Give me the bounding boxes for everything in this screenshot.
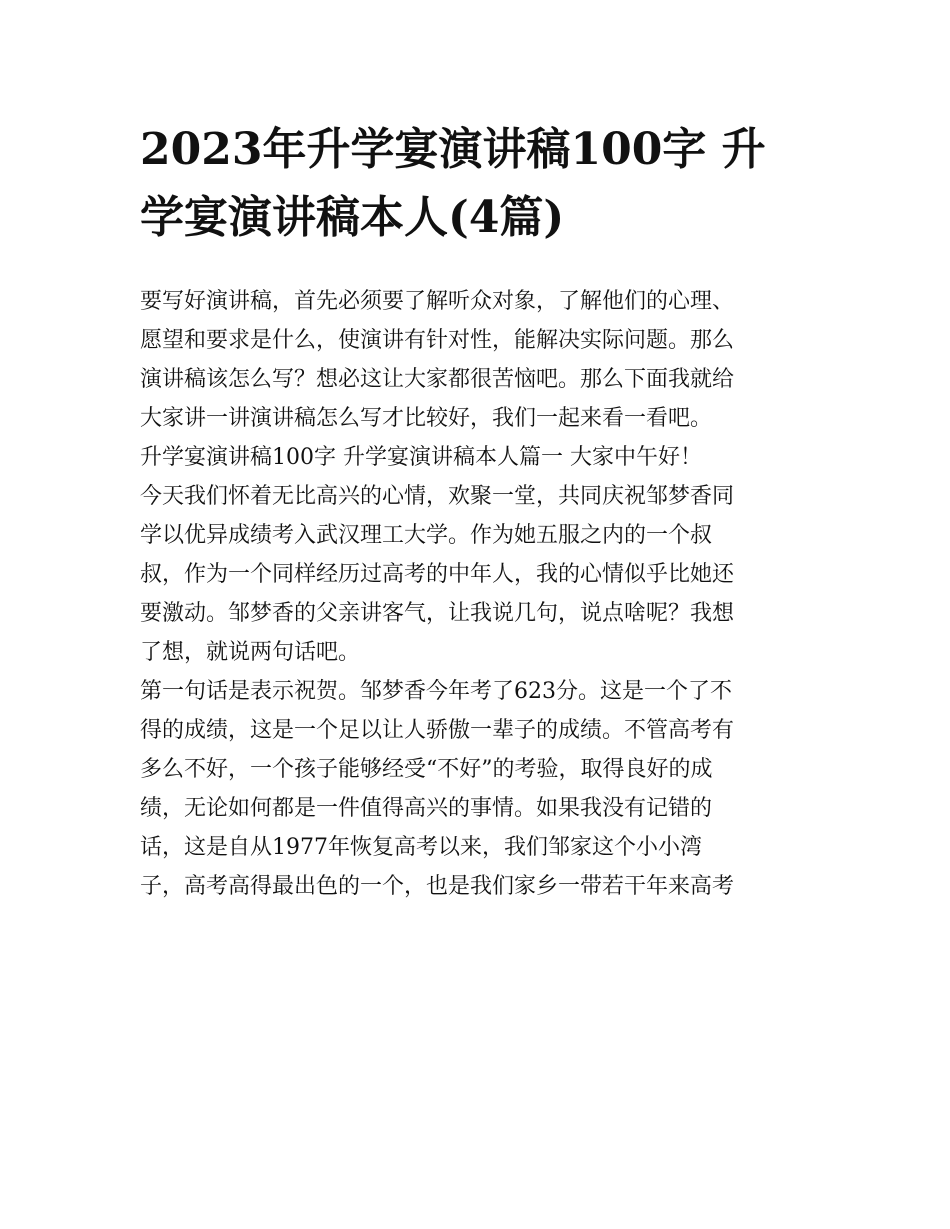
body-line: 要激动。邹梦香的父亲讲客气，让我说几句，说点啥呢？我想 [140,601,735,626]
body-line: 叔，作为一个同样经历过高考的中年人，我的心情似乎比她还 [140,562,735,587]
body-line: 了想，就说两句话吧。 [140,640,361,665]
body-line: 子，高考高得最出色的一个，也是我们家乡一带若干年来高考 [140,874,735,899]
body-line: 今天我们怀着无比高兴的心情，欢聚一堂，共同庆祝邹梦香同 [140,484,735,509]
body-line: 第一句话是表示祝贺。邹梦香今年考了623分。这是一个了不 [140,679,732,704]
title-line: 2023年升学宴演讲稿100字 升 [140,124,766,175]
body-line: 学以优异成绩考入武汉理工大学。作为她五服之内的一个叔 [140,523,713,548]
body-line: 得的成绩，这是一个足以让人骄傲一辈子的成绩。不管高考有 [140,718,735,743]
body-line: 升学宴演讲稿100字 升学宴演讲稿本人篇一 大家中午好！ [140,445,702,470]
document-body [140,282,820,906]
body-line: 话，这是自从1977年恢复高考以来，我们邹家这个小小湾 [140,835,702,860]
title-line: 学宴演讲稿本人(4篇) [140,192,565,243]
body-line: 多么不好，一个孩子能够经受“不好”的考验，取得良好的成 [140,757,713,782]
document-title [140,116,820,252]
body-line: 大家讲一讲演讲稿怎么写才比较好，我们一起来看一看吧。 [140,406,713,431]
body-line: 要写好演讲稿，首先必须要了解听众对象，了解他们的心理、 [140,289,735,314]
body-line: 愿望和要求是什么，使演讲有针对性，能解决实际问题。那么 [140,328,735,353]
body-line: 绩，无论如何都是一件值得高兴的事情。如果我没有记错的 [140,796,713,821]
body-line: 演讲稿该怎么写？想必这让大家都很苦恼吧。那么下面我就给 [140,367,735,392]
